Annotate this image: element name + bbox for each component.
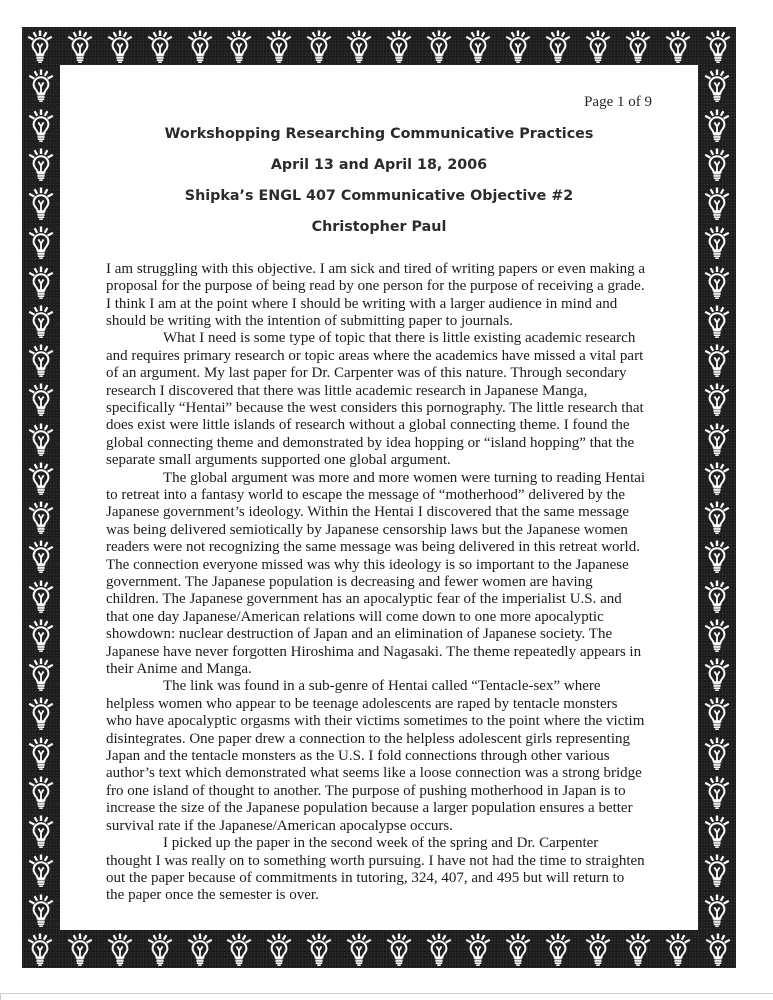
lightbulb-icon: [28, 619, 54, 652]
lightbulb-icon: [505, 933, 531, 966]
text-line: Japan and the tentacle monsters as the U.S. I fold connections through other various: [106, 748, 610, 765]
lightbulb-icon: [28, 501, 54, 534]
lightbulb-icon: [704, 266, 730, 299]
lightbulb-icon: [28, 815, 54, 848]
lightbulb-icon: [67, 30, 93, 63]
text-line: survival rate if the Japanese/American apocalypse occurs.: [106, 817, 453, 834]
paragraph-2: [106, 330, 686, 469]
lightbulb-icon: [704, 776, 730, 809]
lightbulb-icon: [705, 933, 731, 966]
lightbulb-icon: [226, 30, 252, 63]
text-line: specifically “Hentai” because the west considers this pornography. The little research that: [106, 399, 644, 416]
lightbulb-icon: [426, 933, 452, 966]
text-line: The connection everyone missed was why this ideology is so important to the Japanese: [106, 556, 629, 573]
text-line: I think I am at the point where I should be writing with a larger audience in mind and: [106, 295, 618, 312]
document-title: Workshopping Researching Communicative Practices: [164, 126, 594, 142]
lightbulb-icon: [107, 933, 133, 966]
lightbulb-icon: [187, 30, 213, 63]
lightbulb-icon: [266, 30, 292, 63]
text-line: does exist were little islands of research without a global connecting theme. I found the: [106, 417, 630, 434]
lightbulb-icon: [585, 933, 611, 966]
lightbulb-icon: [147, 933, 173, 966]
text-line: government. The Japanese population is decreasing and fewer women are having: [106, 574, 593, 590]
lightbulb-icon: [665, 933, 691, 966]
text-line: helpless women who appear to be teenage adolescents are raped by tentacle monsters: [106, 695, 618, 712]
lightbulb-icon: [28, 226, 54, 259]
lightbulb-icon: [704, 344, 730, 377]
document-course: Shipka’s ENGL 407 Communicative Objective #2: [184, 188, 574, 204]
page-number: Page 1 of 9: [584, 94, 652, 110]
text-line: global connecting theme and demonstrated by idea hopping or “island hopping” that the: [106, 434, 635, 451]
lightbulb-icon: [704, 658, 730, 691]
lightbulb-icon: [704, 423, 730, 456]
lightbulb-icon: [465, 933, 491, 966]
lightbulb-icon: [625, 933, 651, 966]
text-line: I picked up the paper in the second week of the spring and Dr. Carpenter: [163, 835, 599, 852]
text-line: was being delivered semiotically by Japanese censorship laws but the Japanese women: [106, 521, 628, 538]
lightbulb-icon: [505, 30, 531, 63]
lightbulb-icon: [704, 815, 730, 848]
text-line: thought I was really on to something worth pursuing. I have not had the time to straighten: [106, 852, 645, 869]
lightbulb-icon: [28, 187, 54, 220]
lightbulb-icon: [704, 109, 730, 142]
text-line: author’s text which demonstrated what seems like a loose connection was a strong bridge: [106, 765, 642, 782]
scan-edge-tick: [0, 993, 1, 1000]
text-line: What I need is some type of topic that there is little existing academic research: [163, 330, 636, 347]
document-author: Christopher Paul: [311, 219, 447, 235]
paragraph-3: [106, 470, 686, 679]
lightbulb-icon: [28, 462, 54, 495]
lightbulb-icon: [705, 30, 731, 63]
lightbulb-icon: [226, 933, 252, 966]
lightbulb-icon: [28, 854, 54, 887]
lightbulb-icon: [27, 30, 53, 63]
lightbulb-icon: [665, 30, 691, 63]
lightbulb-icon: [704, 226, 730, 259]
lightbulb-icon: [28, 109, 54, 142]
text-line: and requires primary research or topic areas where the academics have missed a vital part: [106, 347, 644, 364]
lightbulb-icon: [545, 30, 571, 63]
text-line: their Anime and Manga.: [106, 661, 252, 678]
lightbulb-icon: [704, 187, 730, 220]
lightbulb-icon: [28, 697, 54, 730]
lightbulb-icon: [266, 933, 292, 966]
lightbulb-icon: [28, 344, 54, 377]
lightbulb-icon: [704, 305, 730, 338]
text-line: to retreat into a fantasy world to escape the message of “motherhood” delivered by the: [106, 486, 625, 503]
lightbulb-icon: [426, 30, 452, 63]
lightbulb-icon: [585, 30, 611, 63]
lightbulb-icon: [704, 383, 730, 416]
text-line: that one day Japanese/American relations will come down to one more apocalyptic: [106, 608, 604, 625]
lightbulb-icon: [28, 540, 54, 573]
lightbulb-icon: [704, 462, 730, 495]
lightbulb-icon: [704, 894, 730, 927]
text-line: proposal for the purpose of being read by one person for the purpose of receiving a grade.: [106, 278, 645, 295]
text-line: who have apocalyptic orgasms with their victims sometimes to the point where the victim: [106, 713, 645, 730]
lightbulb-icon: [704, 501, 730, 534]
lightbulb-icon: [28, 305, 54, 338]
lightbulb-icon: [28, 383, 54, 416]
lightbulb-icon: [386, 30, 412, 63]
text-line: readers were not recognizing the same message was being delivered in this retreat world.: [106, 539, 640, 556]
paragraph-1: [106, 261, 686, 331]
lightbulb-icon: [28, 580, 54, 613]
lightbulb-icon: [386, 933, 412, 966]
text-line: increase the size of the Japanese population because a larger population ensures a better: [106, 800, 633, 817]
lightbulb-icon: [28, 776, 54, 809]
lightbulb-icon: [704, 540, 730, 573]
lightbulb-icon: [28, 658, 54, 691]
document-dates: April 13 and April 18, 2006: [270, 157, 488, 173]
lightbulb-icon: [28, 894, 54, 927]
text-line: Japanese government’s ideology. Within the Hentai I discovered that the same message: [106, 504, 629, 521]
text-line: research I discovered that there was little academic research in Japanese Manga,: [106, 382, 588, 399]
text-line: fro one island of thought to another. The purpose of pushing motherhood in Japan is to: [106, 782, 626, 799]
lightbulb-icon: [704, 69, 730, 102]
text-line: of an argument. My last paper for Dr. Carpenter was of this nature. Through secondary: [106, 365, 627, 382]
text-line: out the paper because of commitments in tutoring, 324, 407, and 495 but will return to: [106, 869, 625, 886]
lightbulb-icon: [67, 933, 93, 966]
lightbulb-icon: [346, 30, 372, 63]
lightbulb-icon: [704, 737, 730, 770]
lightbulb-icon: [28, 423, 54, 456]
paragraph-4: [106, 678, 686, 835]
document-header: [60, 119, 698, 243]
scan-edge-line: [0, 993, 773, 994]
lightbulb-icon: [28, 69, 54, 102]
lightbulb-icon: [704, 619, 730, 652]
text-line: showdown: nuclear destruction of Japan and an elimination of Japanese society. The: [106, 626, 613, 643]
paragraph-5: [106, 835, 686, 905]
lightbulb-icon: [704, 580, 730, 613]
lightbulb-icon: [704, 148, 730, 181]
lightbulb-icon: [545, 933, 571, 966]
lightbulb-icon: [704, 697, 730, 730]
text-line: children. The Japanese government has an apocalyptic fear of the imperialist U.S. and: [106, 591, 622, 608]
text-line: The global argument was more and more women were turning to reading Hentai: [163, 469, 646, 486]
lightbulb-icon: [306, 933, 332, 966]
lightbulb-icon: [465, 30, 491, 63]
lightbulb-icon: [704, 854, 730, 887]
document-body: [106, 261, 686, 905]
text-line: the paper once the semester is over.: [106, 887, 319, 904]
text-line: The link was found in a sub-genre of Hentai called “Tentacle-sex” where: [163, 678, 601, 695]
text-line: separate small arguments supported one global argument.: [106, 452, 451, 469]
lightbulb-icon: [346, 933, 372, 966]
lightbulb-icon: [187, 933, 213, 966]
lightbulb-icon: [27, 933, 53, 966]
lightbulb-icon: [28, 737, 54, 770]
text-line: should be writing with the intention of submitting paper to journals.: [106, 312, 514, 329]
text-line: disintegrates. One paper drew a connection to the helpless adolescent girls representing: [106, 730, 630, 747]
text-line: I am struggling with this objective. I am sick and tired of writing papers or even making a: [106, 260, 646, 277]
lightbulb-icon: [28, 266, 54, 299]
lightbulb-icon: [28, 148, 54, 181]
lightbulb-icon: [306, 30, 332, 63]
lightbulb-icon: [107, 30, 133, 63]
lightbulb-icon: [625, 30, 651, 63]
text-line: Japanese have never forgotten Hiroshima and Nagasaki. The theme repeatedly appears in: [106, 643, 642, 660]
lightbulb-icon: [147, 30, 173, 63]
